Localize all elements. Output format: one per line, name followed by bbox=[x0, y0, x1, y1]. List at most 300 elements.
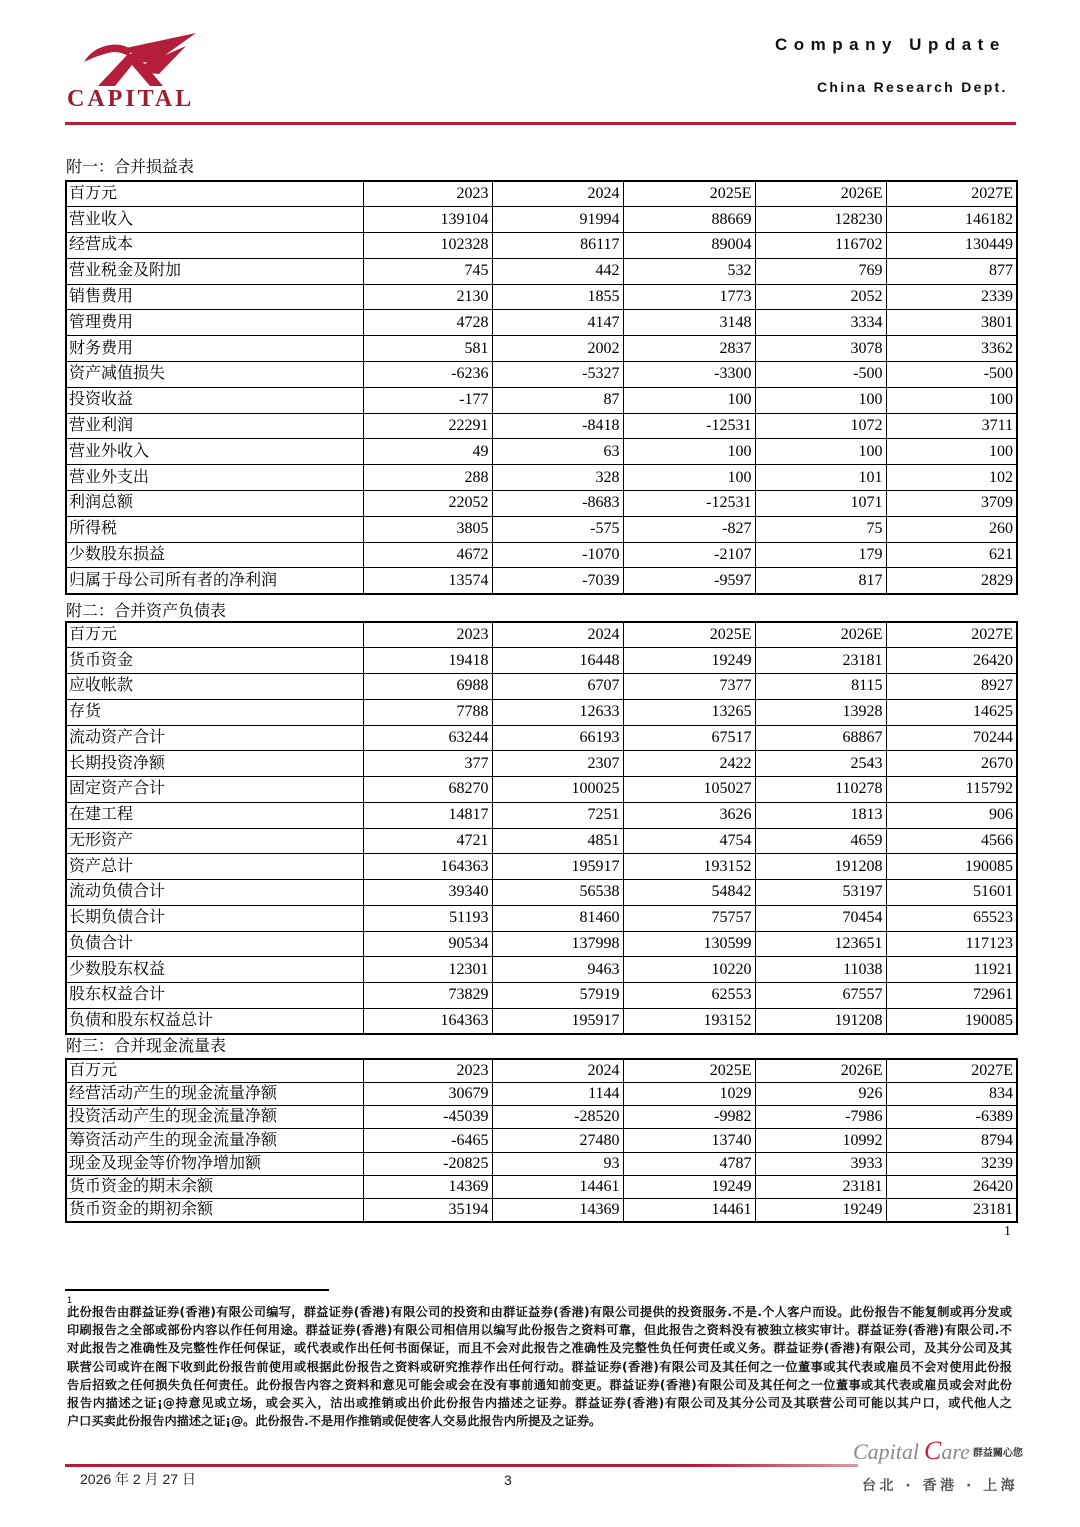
row-label-cell: 少数股东权益 bbox=[66, 957, 363, 983]
value-cell: 13574 bbox=[363, 568, 492, 594]
row-label-cell: 货币资金的期初余额 bbox=[66, 1199, 363, 1222]
row-label-cell: 货币资金的期末余额 bbox=[66, 1175, 363, 1198]
footnote-divider bbox=[65, 1289, 329, 1291]
row-label-cell: 所得税 bbox=[66, 516, 363, 542]
value-cell: 68867 bbox=[755, 725, 886, 751]
row-label-cell: 固定资产合计 bbox=[66, 777, 363, 803]
table-row bbox=[66, 336, 1017, 362]
value-cell: 193152 bbox=[623, 1008, 755, 1034]
value-cell: 834 bbox=[886, 1082, 1017, 1105]
capital-care-script: Capital bbox=[853, 1439, 920, 1464]
table-row bbox=[66, 699, 1017, 725]
value-cell: 2422 bbox=[623, 751, 755, 777]
row-label-cell: 经营活动产生的现金流量净额 bbox=[66, 1082, 363, 1105]
year-header-cell: 2026E bbox=[755, 622, 886, 648]
disclaimer-line: 此份报告由群益证券(香港)有限公司编写，群益证券(香港)有限公司的投资和由群证益券(香港)有限公司提供的投资服务.不是.个人客户而设。此份报告不能复制或再分发或 bbox=[67, 1305, 1012, 1319]
table-row bbox=[66, 983, 1017, 1009]
year-header-cell: 2023 bbox=[363, 1059, 492, 1082]
value-cell: 2130 bbox=[363, 284, 492, 310]
value-cell: 11038 bbox=[755, 957, 886, 983]
row-label-cell: 销售费用 bbox=[66, 284, 363, 310]
row-label-cell: 资产总计 bbox=[66, 854, 363, 880]
row-label-cell: 管理费用 bbox=[66, 310, 363, 336]
year-header-cell: 2025E bbox=[623, 1059, 755, 1082]
table-row bbox=[66, 905, 1017, 931]
value-cell: 164363 bbox=[363, 1008, 492, 1034]
capital-logo-text: CAPITAL bbox=[67, 86, 195, 112]
value-cell: 8794 bbox=[886, 1129, 1017, 1152]
value-cell: 93 bbox=[492, 1152, 623, 1175]
value-cell: 877 bbox=[886, 258, 1017, 284]
row-label-cell: 应收帐款 bbox=[66, 674, 363, 700]
value-cell: 3801 bbox=[886, 310, 1017, 336]
value-cell: 73829 bbox=[363, 983, 492, 1009]
value-cell: 105027 bbox=[623, 777, 755, 803]
table-row bbox=[66, 284, 1017, 310]
value-cell: 9463 bbox=[492, 957, 623, 983]
value-cell: 190085 bbox=[886, 1008, 1017, 1034]
table-row bbox=[66, 751, 1017, 777]
page-number: 3 bbox=[504, 1472, 512, 1488]
value-cell: 3362 bbox=[886, 336, 1017, 362]
value-cell: 14461 bbox=[623, 1199, 755, 1222]
table-row bbox=[66, 542, 1017, 568]
value-cell: 817 bbox=[755, 568, 886, 594]
value-cell: 8115 bbox=[755, 674, 886, 700]
value-cell: 1773 bbox=[623, 284, 755, 310]
table-row bbox=[66, 1082, 1017, 1105]
value-cell: 14461 bbox=[492, 1175, 623, 1198]
value-cell: -7986 bbox=[755, 1106, 886, 1129]
value-cell: 12301 bbox=[363, 957, 492, 983]
value-cell: 100025 bbox=[492, 777, 623, 803]
disclaimer-line: 报告内描述之证¡@持意见或立场，或会买入，沽出或推销或出价此份报告内描述之证券。群益证券(香港)有限公司及其分公司及其联营公司可能以其户口，或代他人之 bbox=[67, 1395, 1012, 1410]
header-divider bbox=[65, 122, 1016, 125]
value-cell: 13928 bbox=[755, 699, 886, 725]
value-cell: 19249 bbox=[623, 1175, 755, 1198]
year-header-cell: 2027E bbox=[886, 1059, 1017, 1082]
value-cell: 70244 bbox=[886, 725, 1017, 751]
value-cell: 6988 bbox=[363, 674, 492, 700]
income-statement-title: 附一：合并损益表 bbox=[66, 159, 195, 176]
value-cell: -20825 bbox=[363, 1152, 492, 1175]
value-cell: 3626 bbox=[623, 802, 755, 828]
row-label-cell: 长期负债合计 bbox=[66, 905, 363, 931]
value-cell: 190085 bbox=[886, 854, 1017, 880]
value-cell: 100 bbox=[886, 387, 1017, 413]
table-row bbox=[66, 568, 1017, 594]
balance-sheet-table bbox=[65, 621, 1018, 1035]
department-label: China Research Dept. bbox=[817, 79, 1008, 95]
table-row bbox=[66, 465, 1017, 491]
value-cell: 146182 bbox=[886, 207, 1017, 233]
value-cell: 7251 bbox=[492, 802, 623, 828]
value-cell: 191208 bbox=[755, 1008, 886, 1034]
value-cell: 23181 bbox=[755, 1175, 886, 1198]
table-row bbox=[66, 648, 1017, 674]
value-cell: 22052 bbox=[363, 491, 492, 517]
value-cell: -9597 bbox=[623, 568, 755, 594]
row-label-cell: 少数股东损益 bbox=[66, 542, 363, 568]
value-cell: 10992 bbox=[755, 1129, 886, 1152]
row-label-cell: 经营成本 bbox=[66, 233, 363, 259]
value-cell: 23181 bbox=[755, 648, 886, 674]
table-row bbox=[66, 1129, 1017, 1152]
value-cell: -28520 bbox=[492, 1106, 623, 1129]
year-header-cell: 2024 bbox=[492, 1059, 623, 1082]
value-cell: 19418 bbox=[363, 648, 492, 674]
value-cell: 769 bbox=[755, 258, 886, 284]
value-cell: 2670 bbox=[886, 751, 1017, 777]
table-row bbox=[66, 854, 1017, 880]
row-label-cell: 利润总额 bbox=[66, 491, 363, 517]
capital-bird-svg bbox=[82, 32, 198, 88]
value-cell: 4851 bbox=[492, 828, 623, 854]
value-cell: 53197 bbox=[755, 880, 886, 906]
value-cell: 63 bbox=[492, 439, 623, 465]
table-row bbox=[66, 207, 1017, 233]
row-label-cell: 流动资产合计 bbox=[66, 725, 363, 751]
value-cell: 128230 bbox=[755, 207, 886, 233]
value-cell: 90534 bbox=[363, 931, 492, 957]
value-cell: 14369 bbox=[492, 1199, 623, 1222]
value-cell: 377 bbox=[363, 751, 492, 777]
value-cell: 68270 bbox=[363, 777, 492, 803]
value-cell: 100 bbox=[755, 439, 886, 465]
value-cell: -575 bbox=[492, 516, 623, 542]
value-cell: 442 bbox=[492, 258, 623, 284]
report-type-title: Company Update bbox=[775, 35, 1006, 54]
value-cell: 100 bbox=[623, 439, 755, 465]
row-label-cell: 营业收入 bbox=[66, 207, 363, 233]
value-cell: 191208 bbox=[755, 854, 886, 880]
value-cell: 35194 bbox=[363, 1199, 492, 1222]
row-label-cell: 筹资活动产生的现金流量净额 bbox=[66, 1129, 363, 1152]
year-header-cell: 2026E bbox=[755, 1059, 886, 1082]
value-cell: 110278 bbox=[755, 777, 886, 803]
value-cell: 100 bbox=[886, 439, 1017, 465]
capital-care-tagline: 群益關心您 bbox=[972, 1448, 1023, 1459]
value-cell: 19249 bbox=[755, 1199, 886, 1222]
value-cell: 260 bbox=[886, 516, 1017, 542]
value-cell: 91994 bbox=[492, 207, 623, 233]
value-cell: 1072 bbox=[755, 413, 886, 439]
value-cell: 2339 bbox=[886, 284, 1017, 310]
value-cell: 7377 bbox=[623, 674, 755, 700]
value-cell: 12633 bbox=[492, 699, 623, 725]
row-label-cell: 资产减值损失 bbox=[66, 362, 363, 388]
table-row bbox=[66, 1008, 1017, 1034]
value-cell: 906 bbox=[886, 802, 1017, 828]
year-header-cell: 2027E bbox=[886, 181, 1017, 207]
cash-flow-title: 附三：合并现金流量表 bbox=[66, 1038, 227, 1055]
table-row bbox=[66, 258, 1017, 284]
value-cell: 2002 bbox=[492, 336, 623, 362]
value-cell: 65523 bbox=[886, 905, 1017, 931]
value-cell: 581 bbox=[363, 336, 492, 362]
disclaimer-line: 联营公司或许在阁下收到此份报告前使用或根据此份报告之资料或研究推荐作出任何行动。群益证券(香港)有限公司及其任何之一位董事或其代表或雇员不会对使用此份报 bbox=[67, 1359, 1012, 1374]
value-cell: 102328 bbox=[363, 233, 492, 259]
value-cell: 30679 bbox=[363, 1082, 492, 1105]
value-cell: 2829 bbox=[886, 568, 1017, 594]
table-row bbox=[66, 387, 1017, 413]
value-cell: 8927 bbox=[886, 674, 1017, 700]
office-cities: 台北 · 香港 · 上海 bbox=[862, 1478, 1019, 1494]
value-cell: 1813 bbox=[755, 802, 886, 828]
value-cell: 3709 bbox=[886, 491, 1017, 517]
value-cell: 130599 bbox=[623, 931, 755, 957]
value-cell: 195917 bbox=[492, 1008, 623, 1034]
income-statement-table bbox=[65, 180, 1018, 595]
value-cell: 3078 bbox=[755, 336, 886, 362]
row-label-cell: 在建工程 bbox=[66, 802, 363, 828]
table-row bbox=[66, 674, 1017, 700]
value-cell: 4787 bbox=[623, 1152, 755, 1175]
row-label-cell: 货币资金 bbox=[66, 648, 363, 674]
table-row bbox=[66, 725, 1017, 751]
value-cell: 1029 bbox=[623, 1082, 755, 1105]
value-cell: 1071 bbox=[755, 491, 886, 517]
value-cell: 57919 bbox=[492, 983, 623, 1009]
value-cell: 4566 bbox=[886, 828, 1017, 854]
value-cell: -8683 bbox=[492, 491, 623, 517]
value-cell: 116702 bbox=[755, 233, 886, 259]
value-cell: 16448 bbox=[492, 648, 623, 674]
row-label-cell: 营业外收入 bbox=[66, 439, 363, 465]
value-cell: -8418 bbox=[492, 413, 623, 439]
value-cell: 26420 bbox=[886, 1175, 1017, 1198]
row-label-cell: 股东权益合计 bbox=[66, 983, 363, 1009]
value-cell: -7039 bbox=[492, 568, 623, 594]
value-cell: 1855 bbox=[492, 284, 623, 310]
value-cell: 14369 bbox=[363, 1175, 492, 1198]
table-header-row bbox=[66, 181, 1017, 207]
value-cell: 117123 bbox=[886, 931, 1017, 957]
value-cell: 2052 bbox=[755, 284, 886, 310]
value-cell: 86117 bbox=[492, 233, 623, 259]
value-cell: 137998 bbox=[492, 931, 623, 957]
value-cell: 10220 bbox=[623, 957, 755, 983]
value-cell: 2543 bbox=[755, 751, 886, 777]
row-label-cell: 财务费用 bbox=[66, 336, 363, 362]
footer-divider bbox=[65, 1464, 858, 1467]
value-cell: 2837 bbox=[623, 336, 755, 362]
value-cell: 72961 bbox=[886, 983, 1017, 1009]
row-label-cell: 营业税金及附加 bbox=[66, 258, 363, 284]
unit-header-cell: 百万元 bbox=[66, 1059, 363, 1082]
value-cell: 4721 bbox=[363, 828, 492, 854]
value-cell: 81460 bbox=[492, 905, 623, 931]
value-cell: 62553 bbox=[623, 983, 755, 1009]
value-cell: 13265 bbox=[623, 699, 755, 725]
year-header-cell: 2027E bbox=[886, 622, 1017, 648]
value-cell: 745 bbox=[363, 258, 492, 284]
row-label-cell: 营业外支出 bbox=[66, 465, 363, 491]
table-row bbox=[66, 310, 1017, 336]
row-label-cell: 现金及现金等价物净增加额 bbox=[66, 1152, 363, 1175]
table-row bbox=[66, 1199, 1017, 1222]
row-label-cell: 投资活动产生的现金流量净额 bbox=[66, 1106, 363, 1129]
value-cell: -827 bbox=[623, 516, 755, 542]
table-row bbox=[66, 1152, 1017, 1175]
year-header-cell: 2025E bbox=[623, 622, 755, 648]
value-cell: 75 bbox=[755, 516, 886, 542]
table-row bbox=[66, 439, 1017, 465]
value-cell: 27480 bbox=[492, 1129, 623, 1152]
value-cell: 926 bbox=[755, 1082, 886, 1105]
disclaimer-line: 告后招致之任何损失负任何责任。此份报告内容之资料和意见可能会或会在没有事前通知前变更。群益证券(香港)有限公司及其任何之一位董事或其代表或雇员或会对此份 bbox=[67, 1377, 1012, 1392]
table-header-row bbox=[66, 622, 1017, 648]
value-cell: 4754 bbox=[623, 828, 755, 854]
disclaimer-line: 户口买卖此份报告内描述之证¡@。此份报告.不是用作推销或促使客人交易此报告内所提及之证券。 bbox=[67, 1414, 602, 1429]
value-cell: -177 bbox=[363, 387, 492, 413]
row-label-cell: 负债和股东权益总计 bbox=[66, 1008, 363, 1034]
value-cell: 14817 bbox=[363, 802, 492, 828]
value-cell: 100 bbox=[623, 387, 755, 413]
value-cell: 100 bbox=[623, 465, 755, 491]
value-cell: 70454 bbox=[755, 905, 886, 931]
report-date: 2026 年 2 月 27 日 bbox=[80, 1471, 196, 1487]
value-cell: 39340 bbox=[363, 880, 492, 906]
value-cell: 4147 bbox=[492, 310, 623, 336]
capital-bird-icon bbox=[82, 32, 198, 88]
value-cell: 1144 bbox=[492, 1082, 623, 1105]
value-cell: 66193 bbox=[492, 725, 623, 751]
table-row bbox=[66, 1175, 1017, 1198]
value-cell: 102 bbox=[886, 465, 1017, 491]
table-row bbox=[66, 362, 1017, 388]
table-header-row bbox=[66, 1059, 1017, 1082]
value-cell: 67517 bbox=[623, 725, 755, 751]
value-cell: 14625 bbox=[886, 699, 1017, 725]
value-cell: 3239 bbox=[886, 1152, 1017, 1175]
unit-header-cell: 百万元 bbox=[66, 622, 363, 648]
footnote-reference-mark: 1 bbox=[1004, 1224, 1011, 1239]
value-cell: 3334 bbox=[755, 310, 886, 336]
disclaimer-line: 印刷报告之全部或部份内容以作任何用途。群益证券(香港)有限公司相信用以编写此份报告之资料可靠，但此报告之资料没有被独立核实审计。群益证券(香港)有限公司.不 bbox=[67, 1323, 1012, 1338]
value-cell: 3933 bbox=[755, 1152, 886, 1175]
value-cell: 13740 bbox=[623, 1129, 755, 1152]
year-header-cell: 2023 bbox=[363, 622, 492, 648]
value-cell: 87 bbox=[492, 387, 623, 413]
value-cell: 2307 bbox=[492, 751, 623, 777]
value-cell: 3148 bbox=[623, 310, 755, 336]
value-cell: 51193 bbox=[363, 905, 492, 931]
year-header-cell: 2025E bbox=[623, 181, 755, 207]
row-label-cell: 无形资产 bbox=[66, 828, 363, 854]
value-cell: -9982 bbox=[623, 1106, 755, 1129]
table-row bbox=[66, 777, 1017, 803]
value-cell: 328 bbox=[492, 465, 623, 491]
cash-flow-table bbox=[65, 1058, 1018, 1223]
value-cell: 67557 bbox=[755, 983, 886, 1009]
balance-sheet-title: 附二：合并资产负债表 bbox=[66, 603, 227, 620]
value-cell: 75757 bbox=[623, 905, 755, 931]
year-header-cell: 2024 bbox=[492, 181, 623, 207]
value-cell: -3300 bbox=[623, 362, 755, 388]
table-row bbox=[66, 957, 1017, 983]
unit-header-cell: 百万元 bbox=[66, 181, 363, 207]
value-cell: -500 bbox=[755, 362, 886, 388]
value-cell: -2107 bbox=[623, 542, 755, 568]
value-cell: -12531 bbox=[623, 491, 755, 517]
value-cell: 56538 bbox=[492, 880, 623, 906]
value-cell: 89004 bbox=[623, 233, 755, 259]
value-cell: 54842 bbox=[623, 880, 755, 906]
value-cell: 115792 bbox=[886, 777, 1017, 803]
table-row bbox=[66, 491, 1017, 517]
row-label-cell: 投资收益 bbox=[66, 387, 363, 413]
value-cell: 139104 bbox=[363, 207, 492, 233]
value-cell: -5327 bbox=[492, 362, 623, 388]
table-row bbox=[66, 931, 1017, 957]
table-row bbox=[66, 233, 1017, 259]
value-cell: 23181 bbox=[886, 1199, 1017, 1222]
value-cell: 11921 bbox=[886, 957, 1017, 983]
value-cell: 88669 bbox=[623, 207, 755, 233]
row-label-cell: 存货 bbox=[66, 699, 363, 725]
value-cell: 164363 bbox=[363, 854, 492, 880]
value-cell: 101 bbox=[755, 465, 886, 491]
value-cell: 100 bbox=[755, 387, 886, 413]
value-cell: -12531 bbox=[623, 413, 755, 439]
table-row bbox=[66, 413, 1017, 439]
value-cell: 621 bbox=[886, 542, 1017, 568]
value-cell: 26420 bbox=[886, 648, 1017, 674]
value-cell: 51601 bbox=[886, 880, 1017, 906]
value-cell: -1070 bbox=[492, 542, 623, 568]
value-cell: 49 bbox=[363, 439, 492, 465]
value-cell: -45039 bbox=[363, 1106, 492, 1129]
value-cell: 6707 bbox=[492, 674, 623, 700]
value-cell: 288 bbox=[363, 465, 492, 491]
value-cell: 532 bbox=[623, 258, 755, 284]
value-cell: 3711 bbox=[886, 413, 1017, 439]
value-cell: 4659 bbox=[755, 828, 886, 854]
disclaimer-footnote bbox=[67, 1303, 1012, 1430]
value-cell: 22291 bbox=[363, 413, 492, 439]
value-cell: 130449 bbox=[886, 233, 1017, 259]
value-cell: -500 bbox=[886, 362, 1017, 388]
table-row bbox=[66, 828, 1017, 854]
table-row bbox=[66, 1106, 1017, 1129]
value-cell: 4672 bbox=[363, 542, 492, 568]
row-label-cell: 营业利润 bbox=[66, 413, 363, 439]
row-label-cell: 长期投资净额 bbox=[66, 751, 363, 777]
value-cell: -6236 bbox=[363, 362, 492, 388]
value-cell: 63244 bbox=[363, 725, 492, 751]
value-cell: 19249 bbox=[623, 648, 755, 674]
year-header-cell: 2024 bbox=[492, 622, 623, 648]
year-header-cell: 2026E bbox=[755, 181, 886, 207]
value-cell: -6389 bbox=[886, 1106, 1017, 1129]
value-cell: 195917 bbox=[492, 854, 623, 880]
value-cell: 4728 bbox=[363, 310, 492, 336]
value-cell: 193152 bbox=[623, 854, 755, 880]
row-label-cell: 负债合计 bbox=[66, 931, 363, 957]
value-cell: -6465 bbox=[363, 1129, 492, 1152]
table-row bbox=[66, 516, 1017, 542]
row-label-cell: 归属于母公司所有者的净利润 bbox=[66, 568, 363, 594]
care-script-heart-word: Care bbox=[924, 1436, 970, 1465]
table-row bbox=[66, 802, 1017, 828]
table-row bbox=[66, 880, 1017, 906]
disclaimer-line: 对此报告之准确性及完整性作任何保证，或代表或作出任何书面保证，而且不会对此报告之准确性及完整性负任何责任或义务。群益证券(香港)有限公司，及其分公司及其 bbox=[67, 1341, 1012, 1356]
footnote-marker: 1 bbox=[67, 1295, 73, 1305]
value-cell: 7788 bbox=[363, 699, 492, 725]
year-header-cell: 2023 bbox=[363, 181, 492, 207]
capital-care-logo bbox=[853, 1436, 1023, 1466]
